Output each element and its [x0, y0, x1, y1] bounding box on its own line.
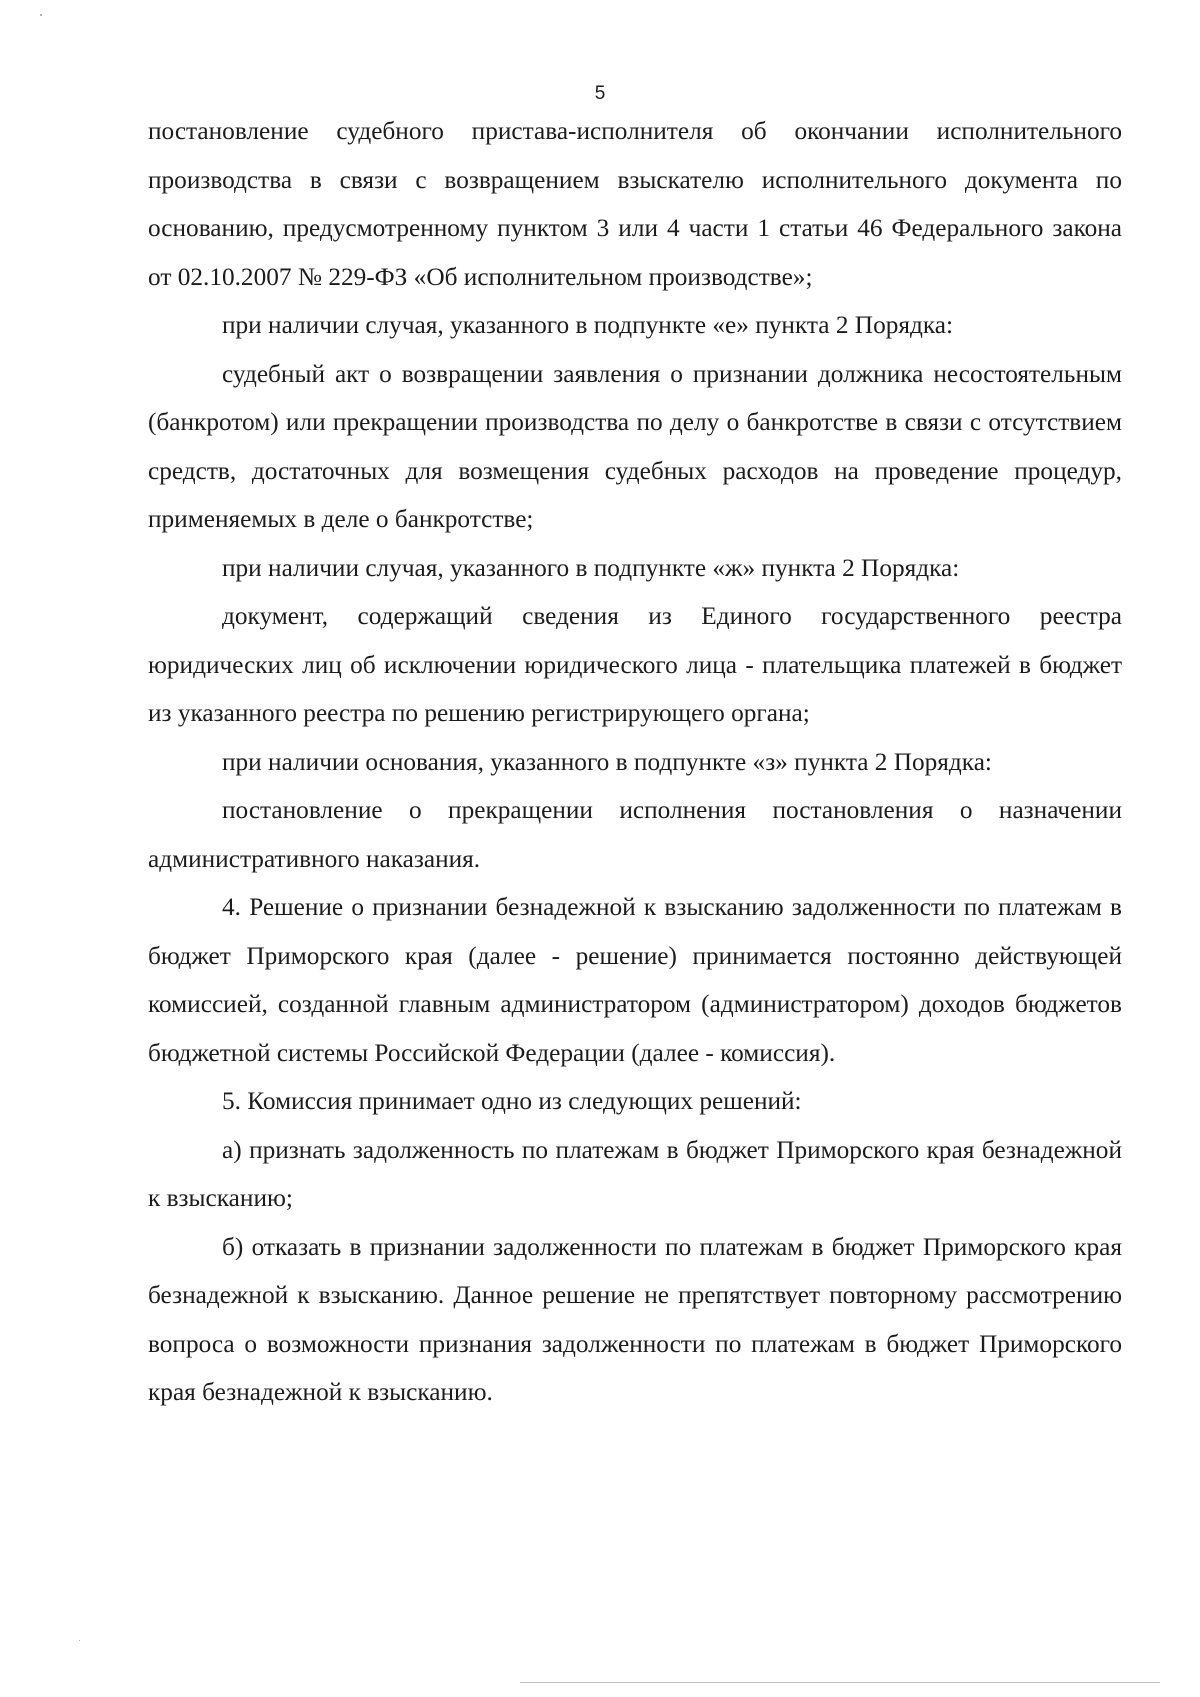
paragraph-item-5-heading: 5. Комиссия принимает одно из следующих решений: — [222, 1087, 802, 1115]
paragraph-option-a: а) признать задолженность по платежам в бюджет Приморского края безнадежной к взысканию; — [148, 1135, 1122, 1212]
scan-speck — [40, 14, 42, 16]
paragraph-enforcement-order: постановление судебного пристава-исполнителя об окончании исполнительного производства в связи с возвращением взыскателю исполнительного документа по основанию, предусмотренному пунктом 3 или 4 части 1 статьи 46 Федерального закона от 02.10.2007 № 229-ФЗ «Об исполнительном производстве»; — [148, 117, 1122, 291]
paragraph-registry-document: документ, содержащий сведения из Единого государственного реестра юридических лиц об исключении юридического лица - плательщика платежей в бюджет из указанного реестра по решению регистрирующего органа; — [148, 602, 1122, 727]
paragraph-item-4-decision: 4. Решение о признании безнадежной к взысканию задолженности по платежам в бюджет Приморского края (далее - решение) принимается постоянно действующей комиссией, созданной главным администратором (администратором) доходов бюджетов бюджетной системы Российской Федерации (далее - комиссия). — [148, 893, 1122, 1067]
paragraph-termination-order: постановление о прекращении исполнения постановления о назначении административного наказания. — [148, 796, 1122, 873]
paragraph-case-zh-heading: при наличии случая, указанного в подпункте «ж» пункта 2 Порядка: — [222, 553, 960, 582]
scan-speck — [79, 1640, 80, 1641]
paragraph-bankruptcy-act: судебный акт о возвращении заявления о признании должника несостоятельным (банкротом) или прекращении производства по делу о банкротстве в связи с отсутствием средств, достаточных для возмещения судебных расходов на проведение процедур, применяемых в деле о банкротстве; — [148, 359, 1122, 533]
paragraph-case-z-heading: при наличии основания, указанного в подпункте «з» пункта 2 Порядка: — [222, 747, 992, 776]
paragraph-case-e-heading: при наличии случая, указанного в подпункте «е» пункта 2 Порядка: — [222, 311, 954, 339]
page-number: 5 — [594, 83, 606, 104]
paragraph-option-b: б) отказать в признании задолженности по платежам в бюджет Приморского края безнадежной к взысканию. Данное решение не препятствует повторному рассмотрению вопроса о возможности признания задолженности по платежам в бюджет Приморского края безнадежной к взысканию. — [148, 1232, 1122, 1406]
scan-edge-line — [520, 1682, 1160, 1683]
document-body — [148, 107, 1122, 1417]
